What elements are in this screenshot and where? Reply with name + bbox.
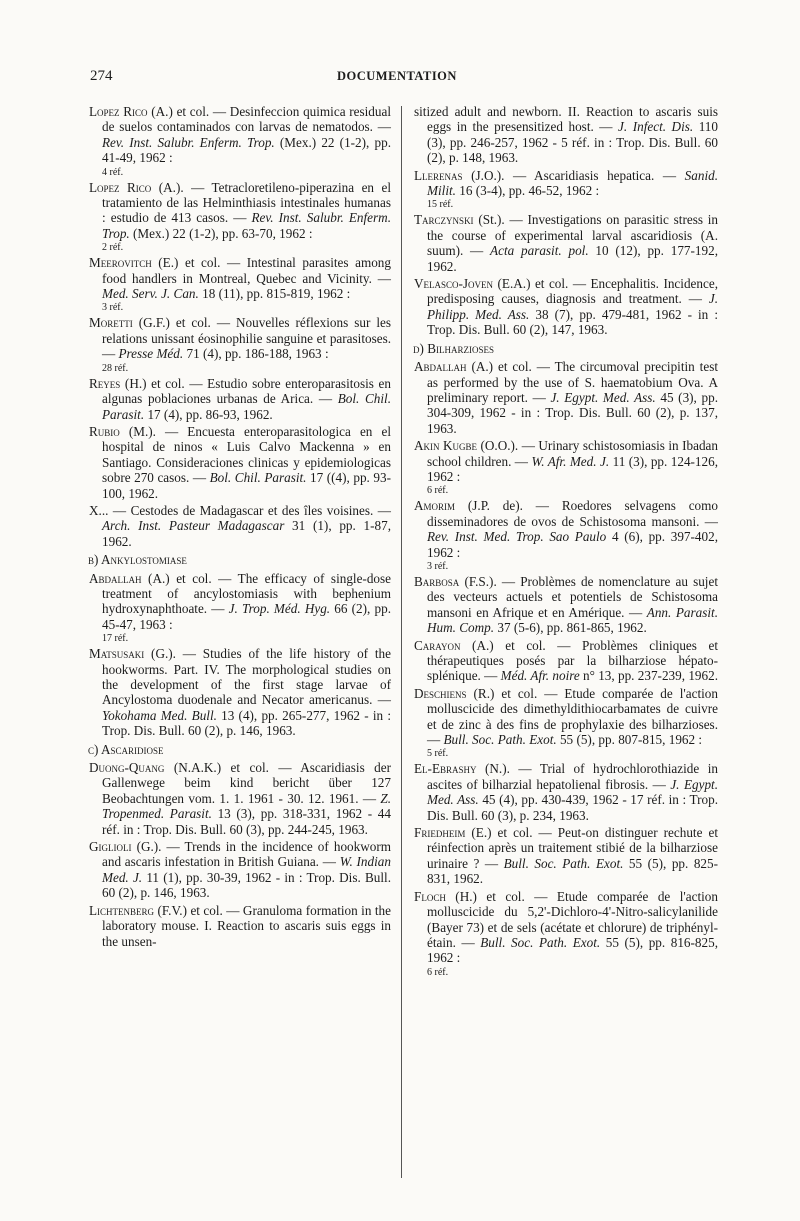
entry-journal: Med. Serv. J. Can. bbox=[102, 286, 199, 302]
entry-journal: J. Egypt. Med. Ass. bbox=[427, 776, 718, 808]
entry-refs: 28 réf. bbox=[102, 362, 129, 374]
entry-author: Lopez Rico bbox=[89, 104, 148, 119]
entry-journal: J. Philipp. Med. Ass. bbox=[427, 291, 718, 322]
bibliography-entry bbox=[414, 168, 718, 211]
entry-author: Matsusaki bbox=[89, 646, 145, 662]
entry-author: Rubio bbox=[89, 423, 120, 439]
entry-author: Reyes bbox=[89, 375, 121, 391]
bibliography-entry bbox=[414, 686, 718, 760]
bibliography-entry bbox=[89, 424, 391, 501]
entry-citation: 55 (5), pp. 807-815, 1962 : bbox=[556, 732, 703, 748]
entry-citation: 110 (3), pp. 246-257, 1962 - 5 réf. in : Trop. Dis. Bull. 60 (2), p. 148, 1963. bbox=[427, 119, 718, 166]
entry-text: (J.O.). — Ascaridiasis hepatica. — bbox=[462, 167, 685, 183]
entry-author: Giglioli bbox=[89, 839, 132, 855]
entry-text: (E.A.) et col. — Encephalitis. Incidence, predisposing causes, diagnosis and treatment. — bbox=[427, 276, 718, 307]
running-title: DOCUMENTATION bbox=[337, 69, 457, 83]
entry-journal: Arch. Inst. Pasteur Madagascar bbox=[102, 518, 285, 534]
entry-citation: 37 (5-6), pp. 861-865, 1962. bbox=[494, 620, 647, 636]
entry-citation: 45 (4), pp. 430-439, 1962 - 17 réf. in : Trop. Dis. Bull. 60 (3), p. 234, 1963. bbox=[427, 792, 718, 823]
entry-journal: Ann. Parasit. Hum. Comp. bbox=[427, 604, 718, 636]
entry-author: Lopez Rico bbox=[89, 179, 152, 195]
entry-journal: Méd. Afr. noire bbox=[500, 668, 580, 684]
entry-author: Abdallah bbox=[414, 359, 467, 375]
entry-journal: Yokohama Med. Bull. bbox=[102, 707, 217, 723]
section-heading: c) Ascaridiose bbox=[88, 741, 164, 757]
entry-author: Carayon bbox=[414, 637, 461, 653]
entry-journal: Z. Tropenmed. Parasit. bbox=[102, 790, 391, 822]
entry-citation: 13 (3), pp. 318-331, 1962 - 44 réf. in : Trop. Dis. Bull. 60 (3), pp. 244-245, 1963. bbox=[102, 806, 391, 837]
entry-refs: 4 réf. bbox=[102, 166, 124, 178]
entry-citation: 11 (1), pp. 30-39, 1962 - in : Trop. Dis. Bull. 60 (2), p. 146, 1963. bbox=[102, 869, 391, 901]
entry-author: Akin Kugbe bbox=[414, 438, 478, 454]
entry-text: (M.). — Encuesta enteroparasitologica en el hospital de ninos « Luis Calvo Mackenna » en Santiago. Consideraciones clinicas y epidemiologicas sobre 270 casos. — bbox=[102, 423, 391, 486]
entry-author: Llerenas bbox=[414, 167, 463, 183]
bibliography-entry bbox=[414, 359, 718, 436]
bibliography-entry bbox=[414, 276, 718, 338]
entry-author: X... bbox=[89, 502, 109, 518]
entry-text: (N.A.K.) et col. — Ascaridiasis der Gallenwege beim kind bericht über 127 Beobachtungen vom. 1. 1. 1961 - 30. 12. 1961. — bbox=[102, 760, 391, 806]
entry-refs: 15 réf. bbox=[427, 199, 454, 211]
entry-text: (A.) et col. — Problèmes cliniques et thérapeutiques posés par la bilharziose hépato-splénique. — bbox=[427, 637, 718, 684]
entry-citation: 45 (3), pp. 304-309, 1962 - in : Trop. Dis. Bull. 60 (2), p. 137, 1963. bbox=[427, 389, 718, 436]
entry-journal: Rev. Inst. Salubr. Enferm. Trop. bbox=[102, 134, 275, 150]
entry-journal: Presse Méd. bbox=[118, 346, 184, 362]
entry-text: — Cestodes de Madagascar et des îles voisines. — bbox=[108, 502, 391, 518]
bibliography-entry bbox=[414, 574, 718, 636]
entry-author: Deschiens bbox=[414, 685, 467, 701]
entry-journal: Sanid. Milit. bbox=[427, 167, 718, 199]
entry-journal: Bol. Chil. Parasit. bbox=[209, 470, 307, 486]
entry-citation: 55 (5), pp. 816-825, 1962 : bbox=[427, 934, 718, 966]
entry-journal: Rev. Inst. Salubr. Enferm. Trop. bbox=[102, 210, 391, 241]
entry-journal: Bol. Chil. Parasit. bbox=[102, 391, 391, 422]
entry-journal: J. Trop. Méd. Hyg. bbox=[228, 601, 331, 617]
entry-refs: 2 réf. bbox=[102, 242, 124, 254]
entry-author: Meerovitch bbox=[89, 255, 152, 271]
column-divider bbox=[401, 106, 402, 1178]
entry-refs: 6 réf. bbox=[427, 485, 449, 497]
entry-citation: (Mex.) 22 (1-2), pp. 41-49, 1962 : bbox=[102, 134, 391, 166]
page-number: 274 bbox=[90, 68, 113, 84]
left-column bbox=[89, 104, 391, 951]
entry-citation: n° 13, pp. 237-239, 1962. bbox=[579, 668, 718, 684]
entry-text: (St.). — Investigations on parasitic stress in the course of experimental larval ascaridiosis (A. suum). — bbox=[427, 212, 718, 259]
entry-author: Barbosa bbox=[414, 573, 460, 589]
entry-journal: J. Egypt. Med. Ass. bbox=[550, 389, 656, 405]
entry-citation: 16 (3-4), pp. 46-52, 1962 : bbox=[455, 183, 600, 199]
entry-journal: Rev. Inst. Med. Trop. Sao Paulo bbox=[427, 529, 607, 545]
bibliography-entry bbox=[89, 255, 391, 313]
entry-author: Friedheim bbox=[414, 825, 466, 841]
entry-journal: W. Indian Med. J. bbox=[102, 854, 391, 885]
bibliography-entry bbox=[89, 571, 391, 645]
entry-text: (A.) et col. — The circumoval precipitin test as performed by the use of S. haematobium Ova. A preliminary report. — bbox=[427, 359, 718, 405]
entry-citation: 4 (6), pp. 397-402, 1962 : bbox=[427, 529, 718, 560]
entry-citation: 13 (4), pp. 265-277, 1962 - in : Trop. Dis. Bull. 60 (2), p. 146, 1963. bbox=[102, 707, 391, 739]
entry-journal: W. Afr. Med. J. bbox=[531, 453, 610, 469]
entry-citation: 31 (1), pp. 1-87, 1962. bbox=[102, 518, 391, 549]
bibliography-entry bbox=[89, 760, 391, 837]
entry-citation: 55 (5), pp. 825-831, 1962. bbox=[427, 855, 718, 887]
entry-text: (O.O.). — Urinary schistosomiasis in Ibadan school children. — bbox=[427, 438, 719, 469]
entry-journal: Bull. Soc. Path. Exot. bbox=[480, 934, 601, 950]
entry-text: (A.) et col. — The efficacy of single-dose treatment of ancylostomiasis with bephenium hydroxynaphthoate. — bbox=[102, 570, 391, 617]
section-heading: d) Bilharzioses bbox=[413, 340, 494, 356]
entry-text: (E.) et col. — Peut-on distinguer rechute et réinfection après un traitement stibié de la bilharziose urinaire ? — bbox=[427, 825, 718, 871]
bibliography-entry bbox=[89, 180, 391, 254]
entry-journal: Bull. Soc. Path. Exot. bbox=[503, 855, 624, 871]
entry-author: Amorim bbox=[414, 498, 456, 514]
entry-text: (R.) et col. — Etude comparée de l'action molluscicide des dimethyldithiocarbamates de cuivre et de zinc à des fins de prophylaxie des bilharzioses. — bbox=[427, 685, 718, 748]
entry-citation: 11 (3), pp. 124-126, 1962 : bbox=[427, 453, 719, 484]
entry-text: (G.). — Trends in the incidence of hookworm and ascaris infestation in British Guiana. — bbox=[102, 839, 391, 870]
bibliography-entry bbox=[89, 503, 391, 549]
entry-citation: 38 (7), pp. 479-481, 1962 - in : Trop. Dis. Bull. 60 (2), 147, 1963. bbox=[427, 306, 718, 338]
bibliography-entry bbox=[414, 438, 718, 496]
entry-text: (H.) et col. — Etude comparée de l'action molluscicide du 5,2'-Dichloro-4'-Nitro-salicylanilide (Bayer 73) et de sels (acétate et chlorure) de triphényl-étain. — bbox=[427, 888, 718, 950]
bibliography-entry bbox=[89, 646, 391, 738]
entry-journal: J. Infect. Dis. bbox=[618, 119, 694, 135]
section-heading: b) Ankylostomiase bbox=[88, 552, 187, 568]
entry-author: El-Ebrashy bbox=[414, 761, 477, 777]
entry-text: (A.). — Tetracloretileno-piperazina en el tratamiento de las Helminthiasis intestinales humanas : estudio de 413 casos. — bbox=[102, 179, 391, 226]
entry-text: (F.S.). — Problèmes de nomenclature au sujet des vecteurs actuels et potentiels de Schistosoma mansoni en Afrique et en Amérique. — bbox=[427, 573, 718, 620]
bibliography-entry bbox=[89, 104, 391, 178]
entry-journal: Bull. Soc. Path. Exot. bbox=[443, 732, 557, 748]
entry-citation: 18 (11), pp. 815-819, 1962 : bbox=[198, 286, 351, 302]
entry-refs: 5 réf. bbox=[427, 748, 449, 760]
bibliography-entry bbox=[414, 825, 718, 887]
bibliography-entry bbox=[89, 376, 391, 422]
entry-refs: 3 réf. bbox=[427, 560, 449, 572]
entry-author: Tarczynski bbox=[414, 212, 474, 228]
right-column bbox=[414, 104, 718, 980]
entry-refs: 6 réf. bbox=[427, 966, 449, 978]
bibliography-entry bbox=[89, 839, 391, 901]
entry-author: Duong-Quang bbox=[89, 760, 165, 776]
entry-journal: Acta parasit. pol. bbox=[490, 243, 589, 259]
entry-text: (F.V.) et col. — Granuloma formation in the laboratory mouse. I. Reaction to ascaris suis eggs in the unsen- bbox=[102, 902, 391, 949]
entry-text: (G.). — Studies of the life history of the hookworms. Part. IV. The morphological studies on the development of the first stage larvae of Ancylostoma duodenale and Necator americanus. — bbox=[102, 646, 391, 708]
entry-refs: 3 réf. bbox=[102, 302, 124, 314]
entry-citation: 17 (4), pp. 86-93, 1962. bbox=[144, 406, 273, 422]
entry-author: Lichtenberg bbox=[89, 902, 155, 918]
bibliography-entry bbox=[414, 498, 718, 572]
entry-author: Moretti bbox=[89, 315, 133, 331]
entry-text: (H.) et col. — Estudio sobre enteroparasitosis en algunas poblaciones urbanas de Arica. — bbox=[102, 375, 391, 407]
entry-text: (A.) et col. — Desinfeccion quimica residual de suelos contaminados con larvas de nematodos. — bbox=[102, 104, 391, 135]
entry-text: (N.). — Trial of hydrochlorothiazide in ascites of bilharzial hepatolienal fibrosis. — bbox=[427, 761, 718, 792]
entry-citation: 71 (4), pp. 186-188, 1963 : bbox=[183, 346, 329, 362]
bibliography-entry bbox=[414, 761, 718, 823]
entry-text: sitized adult and newborn. II. Reaction to ascaris suis eggs in the presensitized host. — bbox=[414, 104, 718, 135]
bibliography-entry bbox=[89, 315, 391, 373]
entry-author: Floch bbox=[414, 888, 446, 904]
entry-author: Abdallah bbox=[89, 570, 142, 586]
entry-citation: 10 (12), pp. 177-192, 1962. bbox=[427, 243, 718, 274]
entry-citation: 17 ((4), pp. 93-100, 1962. bbox=[102, 470, 391, 501]
entry-text: (J.P. de). — Roedores selvagens como disseminadores de ovos de Schistosoma mansoni. — bbox=[427, 498, 718, 529]
bibliography-entry bbox=[89, 903, 391, 949]
entry-text: (E.) et col. — Intestinal parasites among food handlers in Montreal, Quebec and Vicinity. — bbox=[102, 255, 391, 286]
entry-refs: 17 réf. bbox=[102, 633, 129, 645]
bibliography-entry bbox=[414, 638, 718, 684]
entry-continuation bbox=[414, 104, 718, 166]
bibliography-entry bbox=[414, 889, 718, 978]
entry-citation: 66 (2), pp. 45-47, 1963 : bbox=[102, 601, 391, 632]
bibliography-entry bbox=[414, 212, 718, 274]
entry-citation: (Mex.) 22 (1-2), pp. 63-70, 1962 : bbox=[129, 225, 313, 241]
entry-author: Velasco-Joven bbox=[414, 276, 494, 292]
entry-text: (G.F.) et col. — Nouvelles réflexions sur les relations unissant éosinophilie sanguine et parasitoses. — bbox=[102, 315, 391, 362]
